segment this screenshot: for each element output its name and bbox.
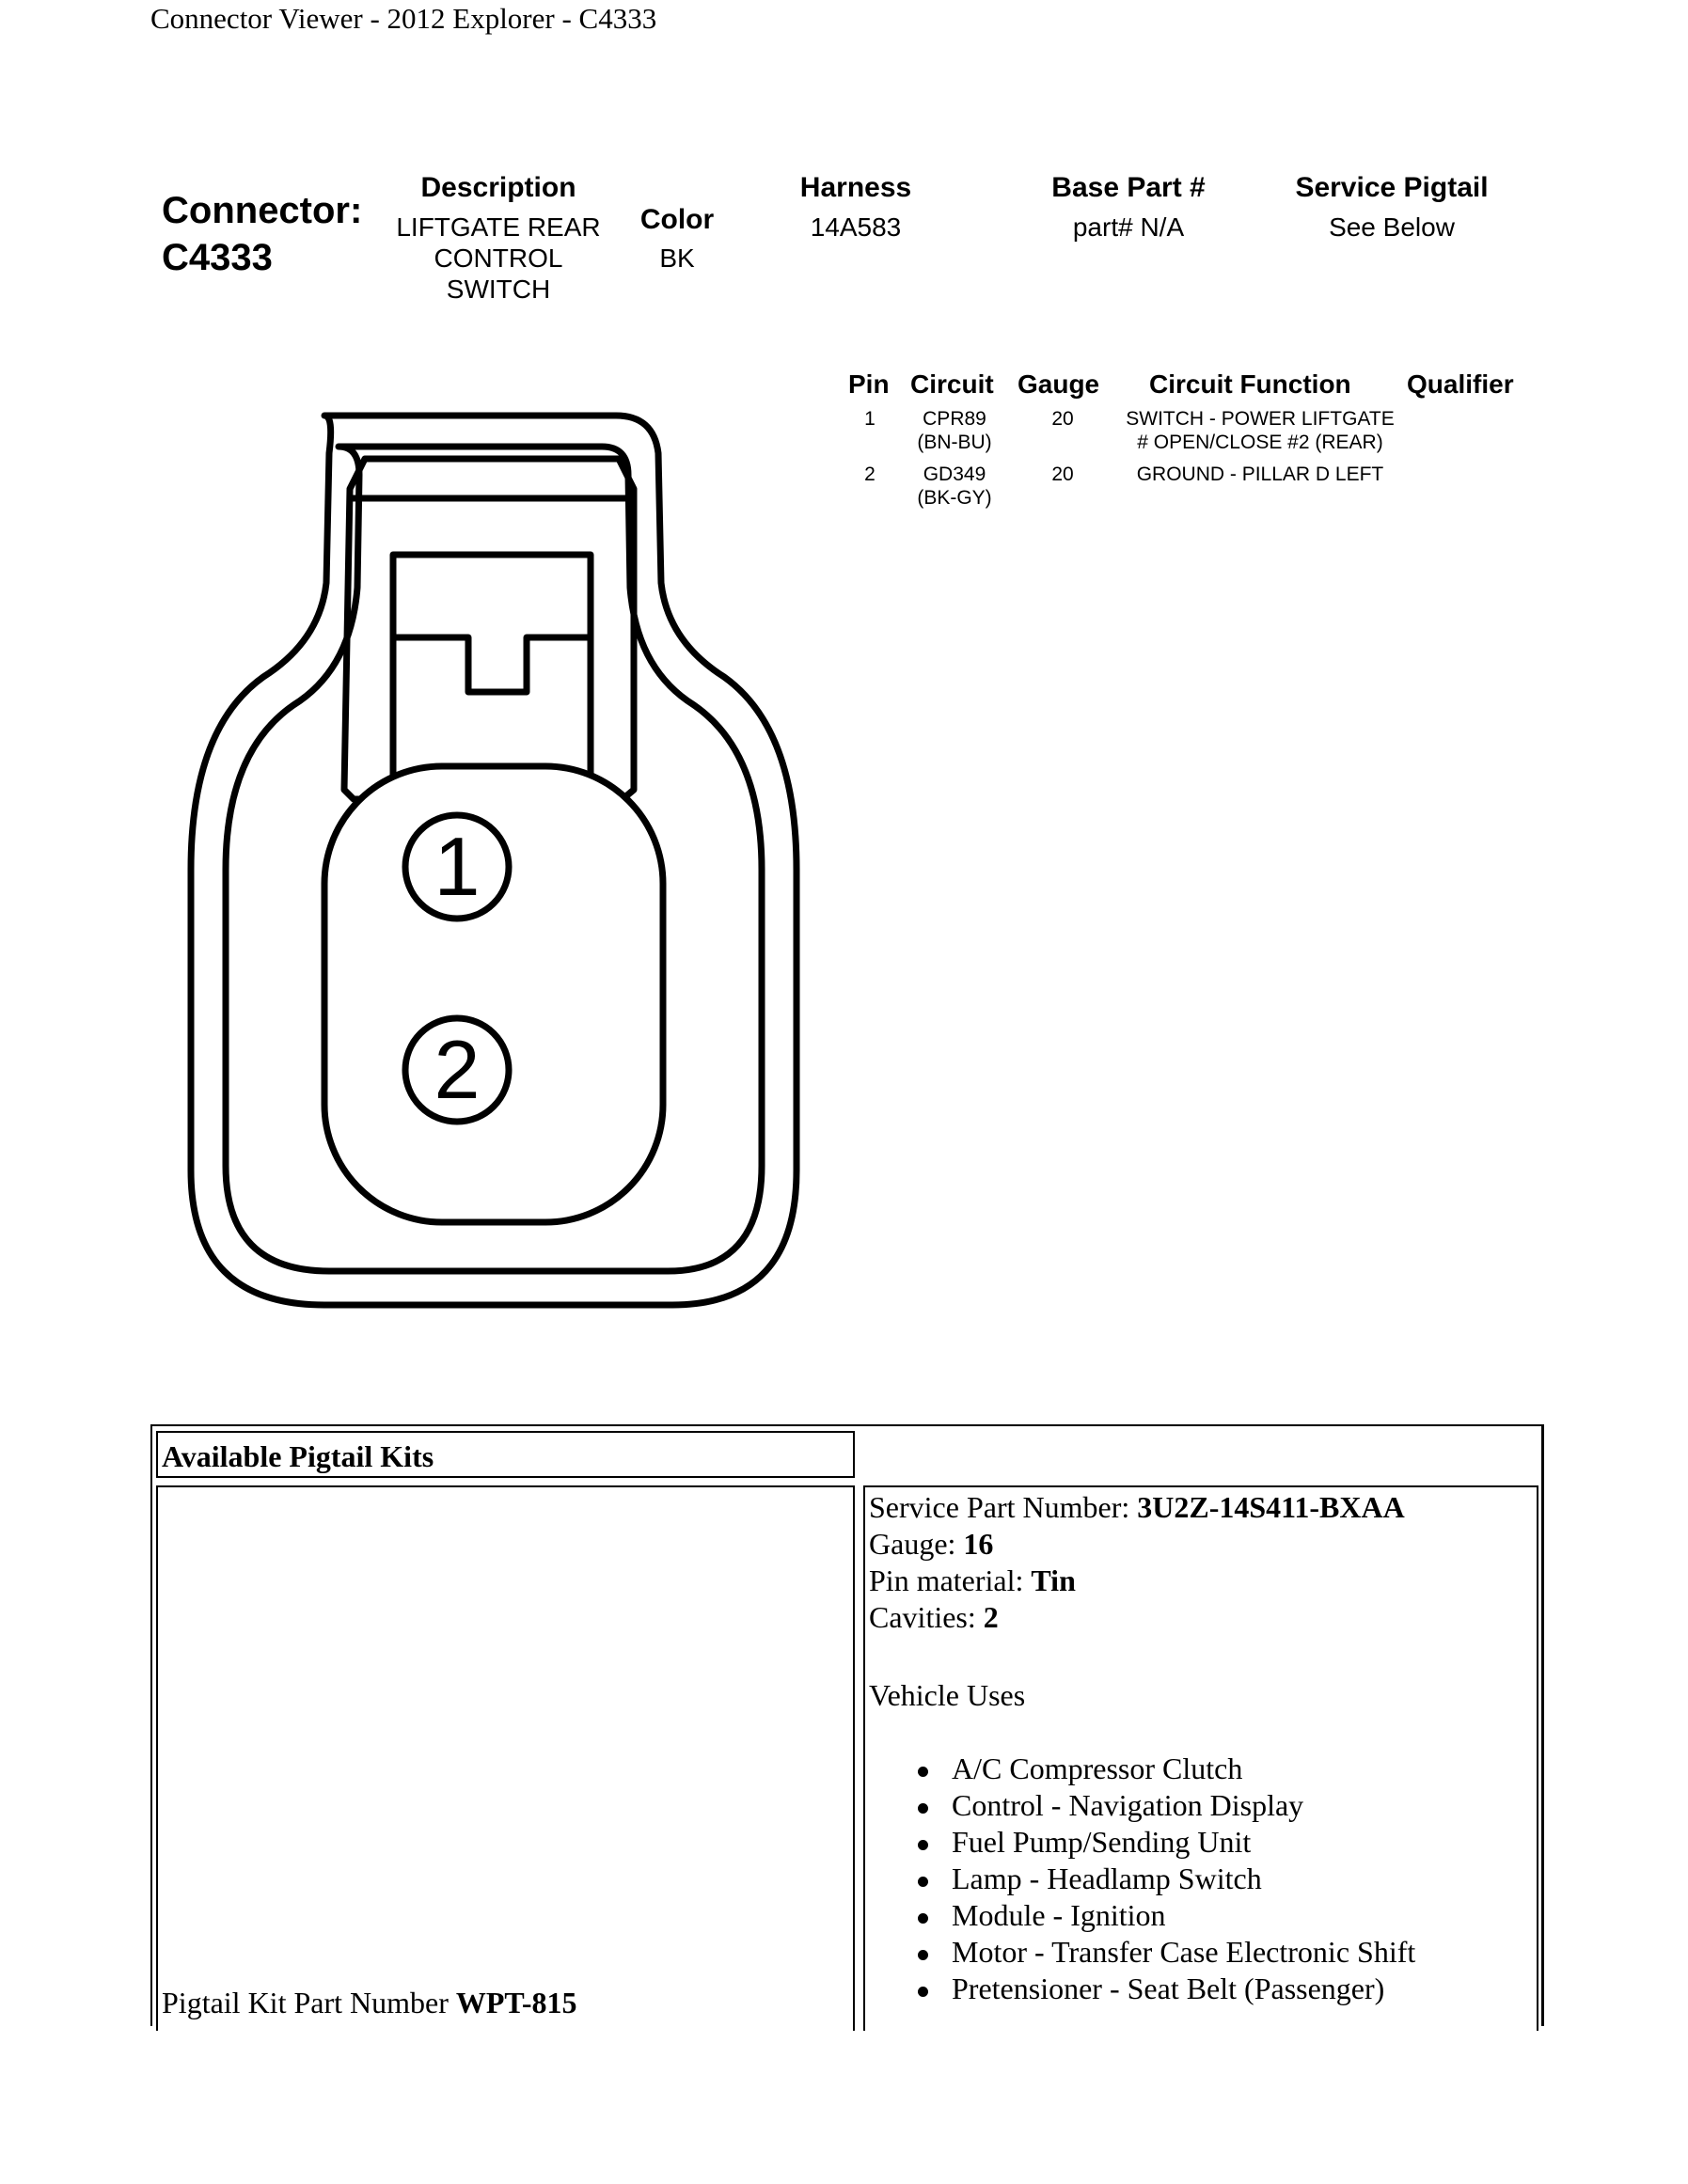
latch-notch xyxy=(393,637,591,692)
circuit-color: (BN-BU) xyxy=(917,432,992,453)
gauge-line xyxy=(869,1526,1405,1563)
pin-2-label: 2 xyxy=(434,1023,481,1116)
kit-part-label: Pigtail Kit Part Number xyxy=(162,1986,449,2019)
gauge-cell: 20 xyxy=(1051,408,1074,430)
function-cell xyxy=(1110,407,1411,454)
description-header: Description xyxy=(420,172,576,203)
gauge-cell: 20 xyxy=(1051,464,1074,485)
base-part-header: Base Part # xyxy=(1051,172,1206,203)
description-line: CONTROL xyxy=(434,244,563,273)
pin-header: Pin xyxy=(848,369,890,399)
pigtail-kit-cell xyxy=(156,1485,855,2031)
cavities-value: 2 xyxy=(983,1600,999,1634)
harness-value: 14A583 xyxy=(810,212,902,242)
list-item: Lamp - Headlamp Switch xyxy=(912,1861,1415,1897)
description-line: LIFTGATE REAR xyxy=(396,212,601,242)
pigtail-kit-part-number xyxy=(162,1986,576,2020)
function-line: # OPEN/CLOSE #2 (REAR) xyxy=(1137,432,1383,453)
latch-tab xyxy=(393,555,591,776)
color-value: BK xyxy=(659,244,695,273)
pin-number: 2 xyxy=(864,464,876,485)
list-item: Motor - Transfer Case Electronic Shift xyxy=(912,1934,1415,1971)
description-value xyxy=(376,212,621,305)
description-line: SWITCH xyxy=(446,275,551,304)
connector-diagram xyxy=(179,395,818,1316)
vehicle-uses-label: Vehicle Uses xyxy=(869,1678,1026,1712)
circuit-header: Circuit xyxy=(910,369,994,399)
pin-1-label: 1 xyxy=(434,820,481,913)
harness-header: Harness xyxy=(799,172,912,203)
pigtail-heading: Available Pigtail Kits xyxy=(162,1439,434,1473)
list-item: Pretensioner - Seat Belt (Passenger) xyxy=(912,1971,1415,2007)
circuit-id: GD349 xyxy=(923,464,986,485)
pin-material-value: Tin xyxy=(1031,1563,1076,1597)
connector-label: Connector: xyxy=(162,190,363,231)
function-cell xyxy=(1110,463,1411,486)
function-line: GROUND - PILLAR D LEFT xyxy=(1136,464,1384,485)
circuit-cell xyxy=(903,463,1006,510)
list-item: Control - Navigation Display xyxy=(912,1787,1415,1824)
vehicle-uses-list xyxy=(912,1751,1415,2007)
cavities-line xyxy=(869,1599,1405,1636)
pin-material-label: Pin material: xyxy=(869,1563,1024,1597)
function-line: SWITCH - POWER LIFTGATE xyxy=(1126,408,1395,430)
pin-number: 1 xyxy=(864,408,876,430)
service-pigtail-header: Service Pigtail xyxy=(1295,172,1489,203)
pin-material-line xyxy=(869,1563,1405,1599)
circuit-id: CPR89 xyxy=(923,408,986,430)
service-part-line xyxy=(869,1489,1405,1526)
cavities-label: Cavities: xyxy=(869,1600,976,1634)
kit-part-value: WPT-815 xyxy=(455,1986,577,2019)
color-header: Color xyxy=(639,204,715,235)
pigtail-specs xyxy=(869,1489,1405,1636)
connector-id: C4333 xyxy=(162,237,273,278)
qualifier-header: Qualifier xyxy=(1407,369,1514,399)
list-item: Module - Ignition xyxy=(912,1897,1415,1934)
gauge-value: 16 xyxy=(963,1527,994,1561)
circuit-cell xyxy=(903,407,1006,454)
list-item: Fuel Pump/Sending Unit xyxy=(912,1824,1415,1861)
list-item: A/C Compressor Clutch xyxy=(912,1751,1415,1787)
gauge-header: Gauge xyxy=(1018,369,1100,399)
circuit-function-header: Circuit Function xyxy=(1149,369,1351,399)
service-pigtail-value: See Below xyxy=(1329,212,1455,242)
service-part-label: Service Part Number: xyxy=(869,1490,1130,1524)
service-part-value: 3U2Z-14S411-BXAA xyxy=(1137,1490,1405,1524)
circuit-color: (BK-GY) xyxy=(917,487,992,509)
base-part-value: part# N/A xyxy=(1072,212,1185,242)
gauge-label: Gauge: xyxy=(869,1527,956,1561)
page-title: Connector Viewer - 2012 Explorer - C4333 xyxy=(150,2,657,35)
